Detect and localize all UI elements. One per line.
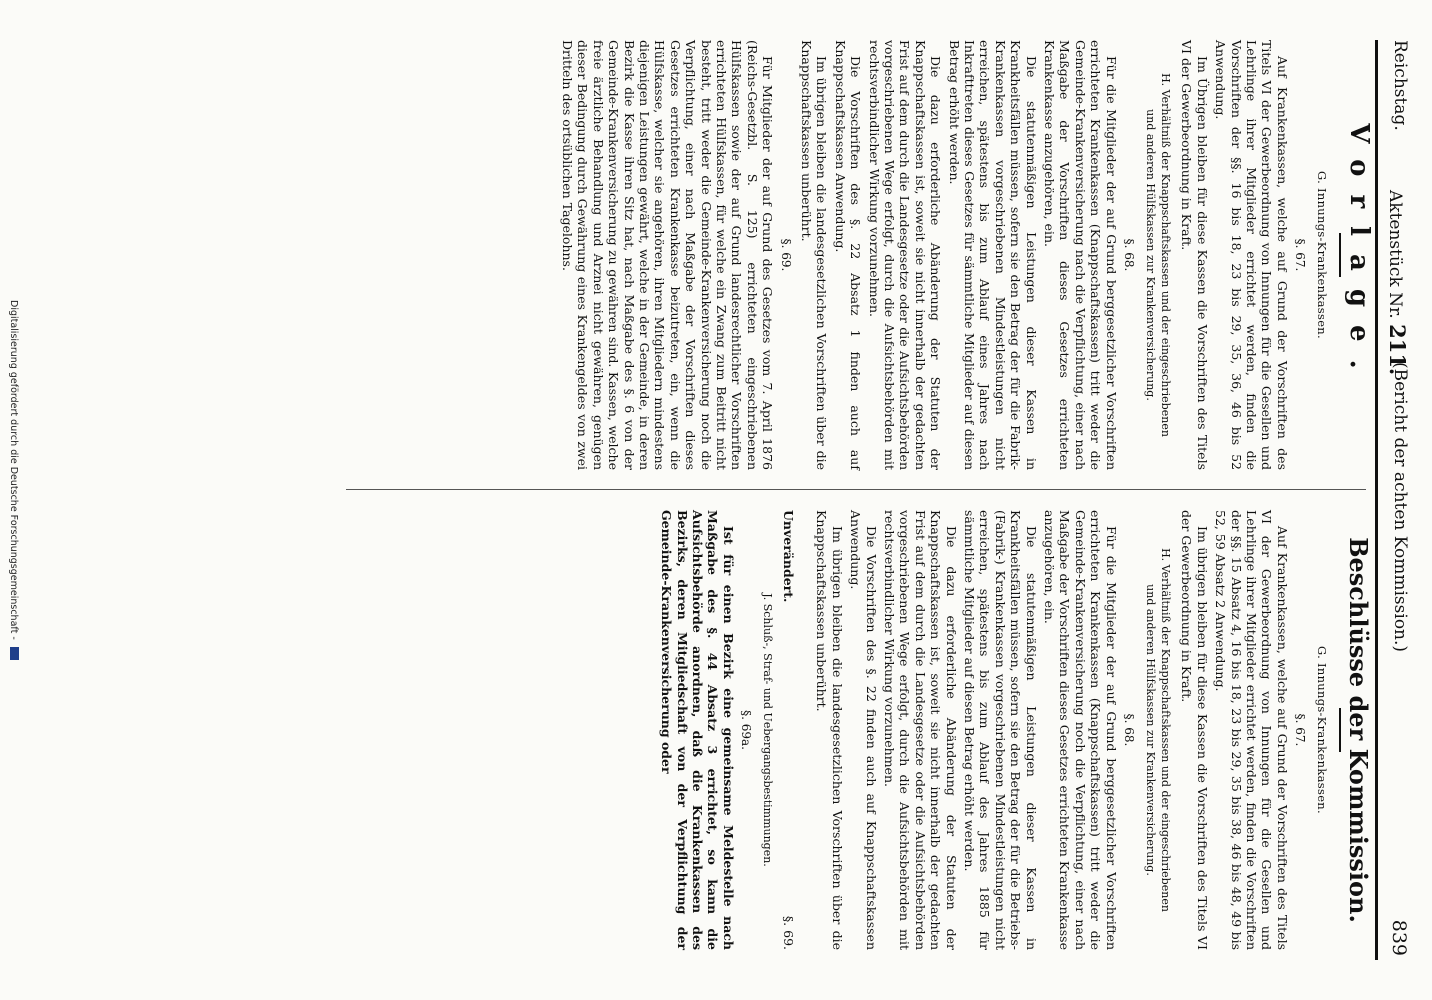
paragraph-68-text-4: Die Vorschriften des §. 22 finden auch auf Knappschaftskassen Anwendung. (848, 510, 879, 950)
unchanged-note: Unverändert. (781, 510, 796, 603)
paragraph-68-text-1: Für die Mitglieder der auf Grund berggesetzlicher Vorschriften errichteten Krankenkassen (Knappschaftskassen) tritt weder die Gemeinde-Krankenversicherung nach die Verpflichtung, einer nach Maßgabe der Vorschriften dieses Gesetzes errichteten Krankenkasse anzugehören, ein. (1042, 40, 1119, 470)
paragraph-67-heading: §. 67. (1293, 713, 1308, 747)
dfg-logo-icon (10, 647, 19, 660)
right-column-title: Beschlüsse der Kommission. (1344, 537, 1373, 923)
header-aktenstueck-prefix: Aktenstück Nr. (1385, 190, 1405, 319)
paragraph-68-text-2: Die statutenmäßigen Leistungen dieser Kassen in Krankheitsfällen müssen, sofern sie den Betrag der für die Betriebs- (Fabrik-) Krankenkassen vorgeschriebenen Mindestleistungen nicht erreichen, spätestens bis zum Ablauf des Jahres 1885 für sämmtliche Mitglieder auf diesen Betrag erhöht werden. (962, 510, 1039, 950)
paragraph-67-heading: §. 67. (1293, 238, 1308, 272)
header-aktenstueck (1385, 190, 1410, 375)
section-g-heading: G. Innungs-Krankenkassen. (1314, 646, 1329, 814)
section-j-heading: J. Schluß-, Straf- und Uebergangsbestimmungen. (760, 593, 774, 867)
header-reichstag: Reichstag. (1390, 40, 1410, 131)
paragraph-69-line (781, 510, 796, 950)
page-header (1380, 40, 1410, 960)
paragraph-68-text-3: Die dazu erforderliche Abänderung der Statuten der Knappschaftskassen ist, soweit sie nicht innerhalb der gedachten Frist auf dem durch die Landesgesetze oder die Aufsichtsbehörden vorgeschriebenen Wege erfolgt, durch die Aufsichtsbehörden mit rechtsverbindlicher Wirkung vorzunehmen. (882, 510, 959, 950)
paragraph-68-text-1: Für die Mitglieder der auf Grund berggesetzlicher Vorschriften errichteten Krankenkassen (Knappschaftskassen) tritt weder die Gemeinde-Krankenversicherung noch die Verpflichtung, einer nach Maßgabe der Vorschriften dieses Gesetzes errichteten Krankenkasse anzugehören, ein. (1042, 510, 1119, 950)
header-aktenstueck-number: 211. (1385, 324, 1410, 376)
paragraph-68-heading: §. 68. (1122, 238, 1137, 272)
paragraph-67-text: Auf Krankenkassen, welche auf Grund der Vorschriften des Titels VI der Gewerbeordnung von Innungen für die Gesellen und Lehrlinge ihrer Mitglieder errichtet werden, finden die Vorschriften der §§. 15 Absatz 4, 16 bis 18, 23 bis 29, 35 bis 38, 46 bis 48, 49 bis 52, 59 Absatz 2 Anwendung. (1213, 510, 1290, 950)
section-h-heading: H. Verhältniß der Knappschaftskassen und der eingeschriebenen und anderen Hülfskassen zur Krankenversicherung. (1143, 548, 1172, 912)
paragraph-69-text: Für Mitglieder der auf Grund des Gesetzes vom 7. April 1876 (Reichs-Gesetzbl. S. 125) errichteten eingeschriebenen Hülfskassen sowie der auf Grund landesrechtlicher Vorschriften errichteten Hülfskassen, für welche ein Zwang zum Beitritt nicht besteht, tritt weder die Gemeinde-Krankenversicherung noch die Verpflichtung, einer nach Maßgabe der Vorschriften dieses Gesetzes errichteten Krankenkasse beizutreten, ein, wenn die Hülfskasse, welcher sie angehören, ihren Mitgliedern mindestens diejenigen Leistungen gewährt, welche in der Gemeinde, in deren Bezirk die Kasse ihren Sitz hat, nach Maßgabe des §. 6 von der Gemeinde-Krankenversicherung zu gewähren sind. Kassen, welche freie ärztliche Behandlung und Arznei nicht gewähren, genügen dieser Bedingung durch Gewährung eines Krankengeldes von zwei Dritteln des ortsüblichen Tagelohns. (559, 40, 776, 470)
page-number: 839 (1388, 919, 1410, 956)
section-g-heading: G. Innungs-Krankenkassen. (1314, 171, 1329, 339)
title-rule (1339, 233, 1341, 277)
header-report-title: (Bericht der achten Kommission.) (1390, 362, 1410, 653)
footer-text: Digitalisierung gefördert durch die Deutsche Forschungsgemeinschaft - (8, 300, 19, 640)
paragraph-67-rest: Im übrigen bleiben für diese Kassen die Vorschriften des Titels VI der Gewerbeordnung in Kraft. (1179, 510, 1210, 950)
paragraph-68-heading: §. 68. (1122, 713, 1137, 747)
paragraph-68-text-4: Die Vorschriften des §. 22 Absatz 1 finden auch auf Knappschaftskassen Anwendung. (832, 40, 864, 470)
paragraph-69-heading: §. 69. (781, 915, 796, 950)
left-column-vorlage (557, 40, 1373, 470)
paragraph-69a-heading: §. 69a. (739, 710, 754, 750)
left-column-title: Vorlage. (1344, 123, 1374, 387)
header-rule (1375, 40, 1378, 960)
digitization-footer (8, 300, 19, 660)
section-h-heading: H. Verhältniß der Knappschaftskassen und der eingeschriebenen und anderen Hülfskassen zur Krankenversicherung. (1143, 73, 1172, 437)
paragraph-67-rest: Im Übrigen bleiben für diese Kassen die Vorschriften des Titels VI der Gewerbeordnung in Kraft. (1179, 40, 1210, 470)
paragraph-68-text-2: Die statutenmäßigen Leistungen dieser Kassen in Krankheitsfällen müssen, sofern sie den Betrag der für die Fabrik-Krankenkassen vorgeschriebenen Mindestleistungen nicht erreichen, spätestens bis zum Ablauf eines Jahres nach Inkrafttreten dieses Gesetzes für sämmtliche Mitglieder auf diesen Betrag erhöht werden. (946, 40, 1039, 470)
paragraph-68-text-5: Im übrigen bleiben die landesgesetzlichen Vorschriften über die Knappschaftskassen unberührt. (799, 40, 830, 470)
paragraph-67-text: Auf Krankenkassen, welche auf Grund der Vorschriften des Titels VI der Gewerbeordnung von Innungen für die Gesellen und Lehrlinge ihrer Mitglieder errichtet werden, finden die Vorschriften der §§. 16 bis 18, 23 bis 29, 35, 36, 46 bis 52 Anwendung. (1213, 40, 1290, 470)
paragraph-69-heading: §. 69. (778, 238, 793, 272)
paragraph-69a-text: Ist für einen Bezirk eine gemeinsame Meldestelle nach Maßgabe des §. 44 Absatz 3 errichtet, so kann die Aufsichtsbehörde anordnen, daß die Krankenkassen des Bezirks, deren Mitgliedschaft von der Verpflichtung der Gemeinde-Krankenversicherung oder (659, 510, 736, 950)
paragraph-68-text-5: Im übrigen bleiben die landesgesetzlichen Vorschriften über die Knappschaftskassen unberührt. (814, 510, 845, 950)
title-rule (1339, 708, 1341, 752)
right-column-beschluesse (656, 510, 1372, 950)
column-divider (346, 489, 1366, 490)
paragraph-68-text-3: Die dazu erforderliche Abänderung der Statuten der Knappschaftskassen ist, soweit sie nicht innerhalb der gedachten Frist auf dem durch die Landesgesetze oder die Aufsichtsbehörden vorgeschriebenen Wege erfolgt, durch die Aufsichtsbehörden mit rechtsverbindlicher Wirkung vorzunehmen. (866, 40, 944, 470)
